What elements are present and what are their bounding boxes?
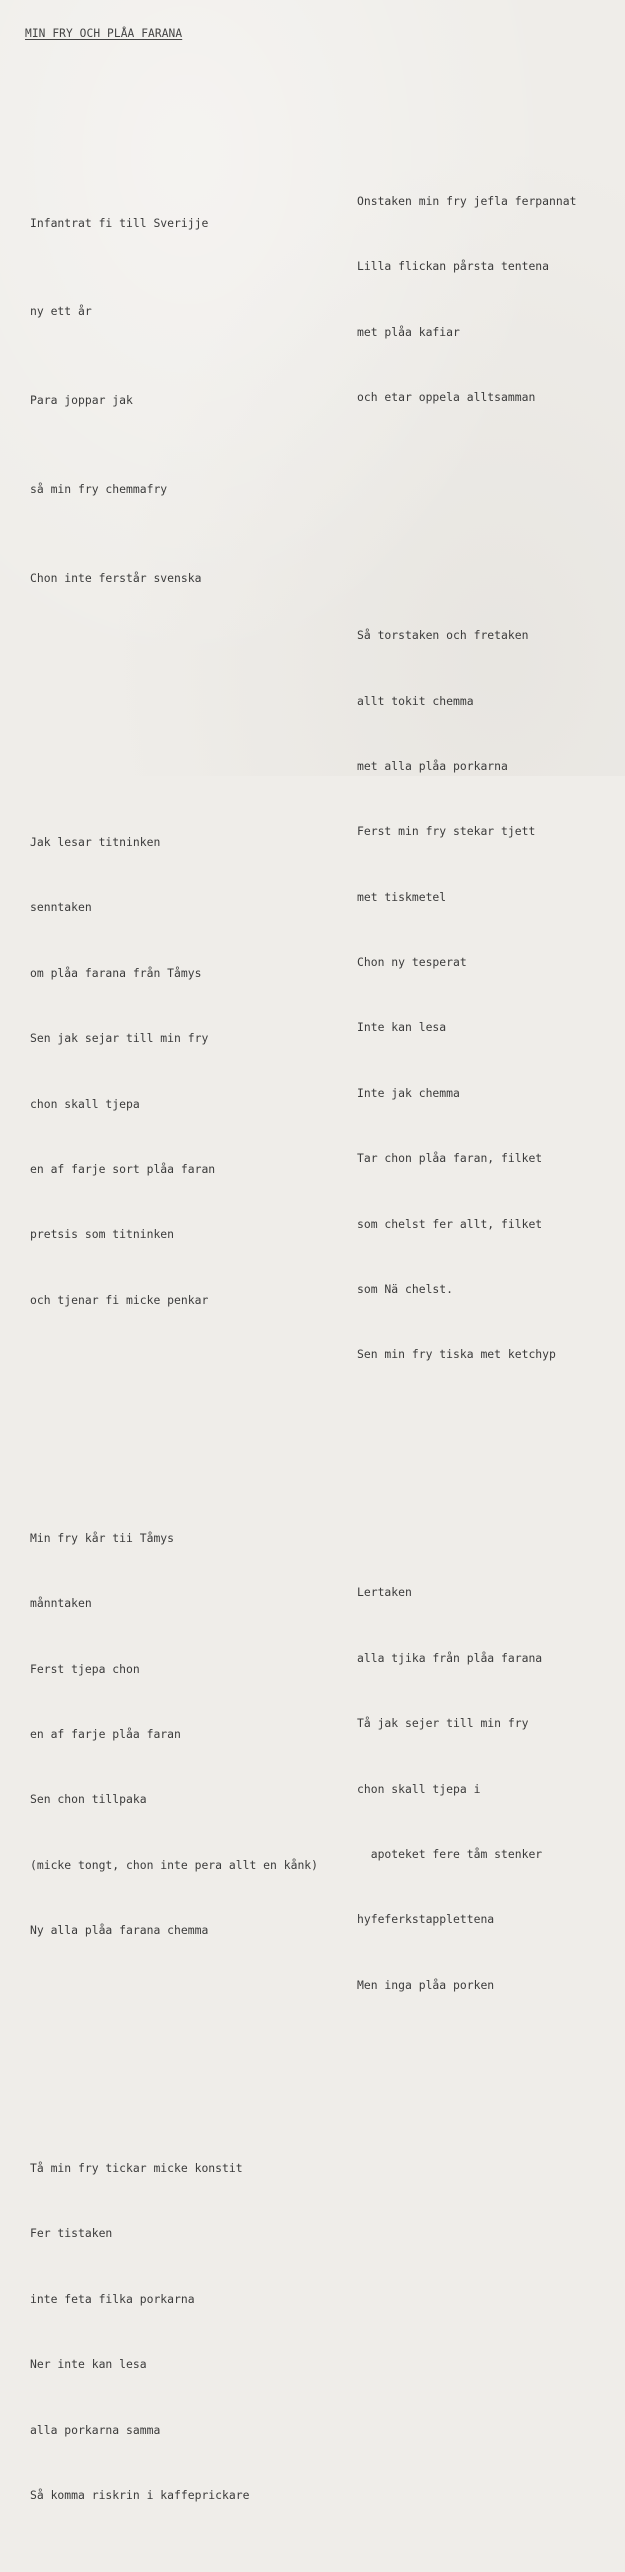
poem-line: pretsis som titninken [30,1227,175,1242]
poem-line: Tå min fry tickar micke konstit [30,2161,243,2176]
poem-line: Chon inte ferstår svenska [30,570,202,585]
poem-line: met tiskmetel [357,889,447,904]
poem-line: Jak lesar titninken [30,835,161,850]
poem-line: Tar chon plåa faran, filket [357,1151,543,1166]
poem-line: senntaken [30,900,92,915]
poem-line: Ny alla plåa farana chemma [30,1923,209,1938]
poem-line: en af farje sort plåa faran [30,1162,216,1177]
poem-line: Så komma riskrin i kaffeprickare [30,2488,250,2503]
poem-line: met alla plåa porkarna [357,758,508,773]
poem-line: Men inga plåa porken [357,1977,495,1992]
poem-line: Så torstaken och fretaken [357,628,529,643]
poem-title: MIN FRY OCH PLÅA FARANA [25,27,183,40]
stanza-left-4 [30,2114,318,2550]
poem-line: Infantrat fi till Sverijje [30,215,209,230]
poem-line: inte feta filka porkarna [30,2291,195,2306]
poem-line: Fer tistaken [30,2226,113,2241]
poem-line: met plåa kafiar [357,324,460,339]
poem-line: Onstaken min fry jefla ferpannat [357,193,577,208]
poem-line: Lertaken [357,1585,412,1600]
stanza-left-2 [30,788,318,1355]
poem-line: Sen jak sejar till min fry [30,1031,209,1046]
poem-line: alla porkarna samma [30,2422,161,2437]
poem-line: Ner inte kan lesa [30,2357,147,2372]
poem-line: som Nä chelst. [357,1282,454,1297]
poem-line: så min fry chemmafry [30,481,168,496]
poem-line: Inte kan lesa [357,1020,447,1035]
poem-line: Sen min fry tiska met ketchyp [357,1347,556,1362]
poem-line: alla tjika från plåa farana [357,1650,543,1665]
poem-line: Inte jak chemma [357,1085,460,1100]
poem-line: chon skall tjepa [30,1096,140,1111]
poem-line: månntaken [30,1596,92,1611]
poem-line: och etar oppela alltsamman [357,390,536,405]
stanza-left-3 [30,1484,318,1985]
left-column [30,84,318,2572]
poem-line: Tå jak sejer till min fry [357,1716,529,1731]
poem-line: chon skall tjepa i [357,1781,481,1796]
poem-line: ny ett år [30,304,92,319]
poem-line: Min fry kår tii Tåmys [30,1530,175,1545]
stanza-gap [30,2029,318,2049]
poem-line: Sen chon tillpaka [30,1792,147,1807]
poem-line: hyfeferkstapplettena [357,1912,495,1927]
poem-line: och tjenar fi micke penkar [30,1292,209,1307]
stanza-left-1 [30,149,318,652]
poem-line: allt tokit chemma [357,693,474,708]
poem-line: Ferst min fry stekar tjett [357,824,536,839]
poem-line: som chelst fer allt, filket [357,1216,543,1231]
poem-line: en af farje plåa faran [30,1726,181,1741]
poem-line: Chon ny tesperat [357,955,467,970]
stanza-right-2 [357,582,576,1410]
stanza-right-3 [357,1539,576,2040]
poem-line: Ferst tjepa chon [30,1661,140,1676]
poem-line: Para joppar jak [30,393,133,408]
poem-line: om plåa farana från Tåmys [30,965,202,980]
right-column [357,82,576,2062]
stanza-gap [30,696,318,723]
stanza-gap [357,1453,576,1473]
stanza-gap [30,1399,318,1419]
poem-line: apoteket fere tåm stenker [357,1846,543,1861]
poem-line: Lilla flickan pårsta tentena [357,259,550,274]
poem-line: (micke tongt, chon inte pera allt en kånk) [30,1857,319,1872]
stanza-right-1 [357,147,576,452]
stanza-gap [357,496,576,516]
